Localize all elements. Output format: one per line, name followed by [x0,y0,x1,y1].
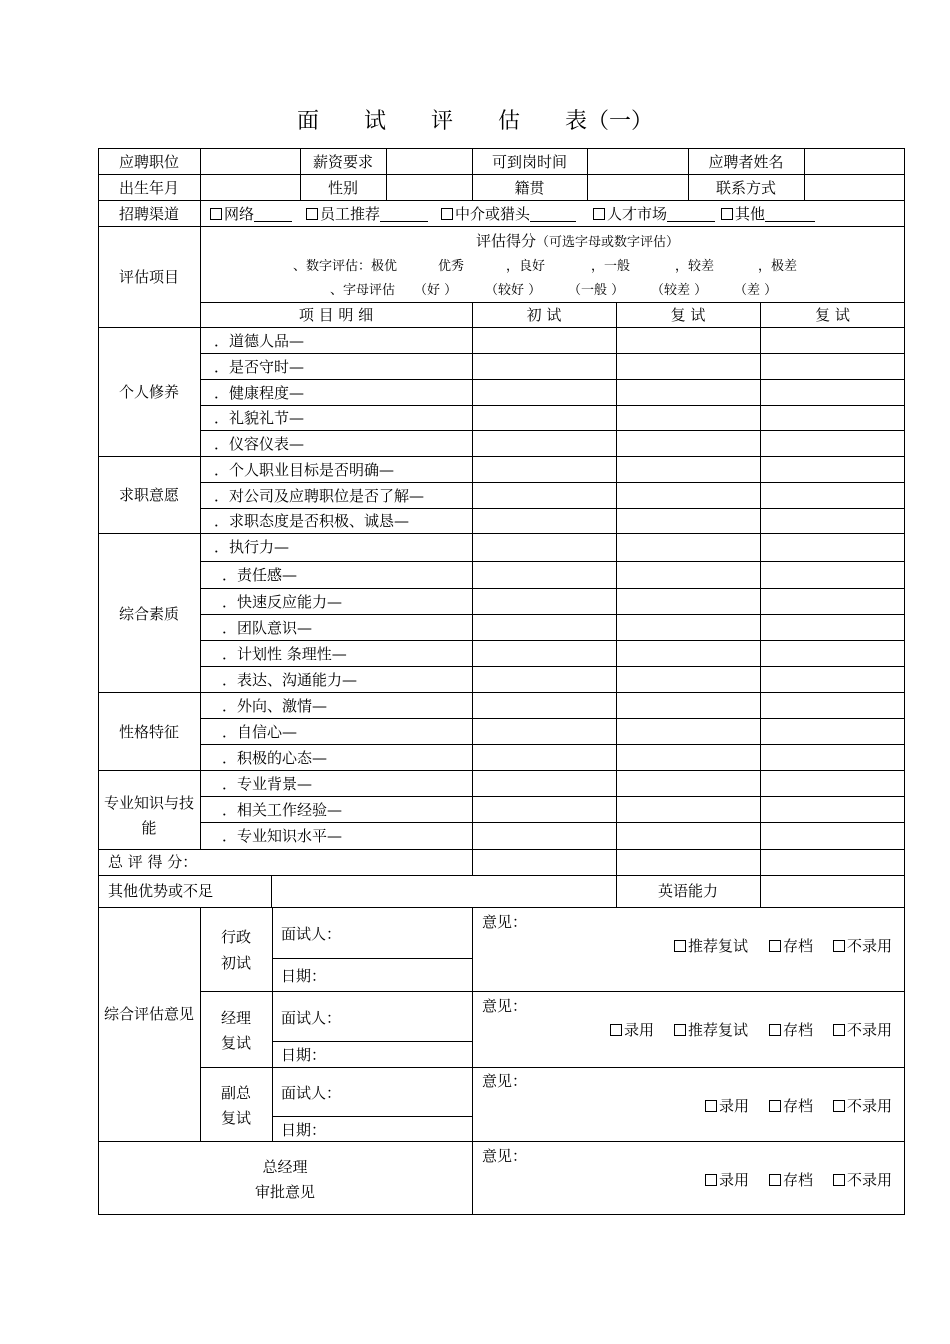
contact-label: 联系方式 [715,179,776,197]
group-name: 综合素质 [118,605,179,623]
checkbox-icon [833,1024,845,1036]
total-score-label: 总 评 得 分： [108,853,198,871]
checkbox-icon [210,208,222,220]
item-label: ．仪容仪表— [214,435,305,453]
channel-option-agency[interactable]: 中介或猎头 [441,207,576,222]
choice-reject[interactable]: 不录用 [833,1173,892,1188]
item-label: ．表达、沟通能力— [222,671,358,689]
interviewer-label: 面试人： [281,1009,342,1027]
item-label: ．积极的心态— [222,749,328,767]
letter-level-4: （较差 ） [651,283,708,298]
checkbox-icon [721,208,733,220]
letter-level-1: （好 ） [414,283,458,298]
opinion-label: 意见： [482,1147,528,1165]
stage-name: 副总 [220,1084,251,1102]
choice-recommend-second[interactable]: 推荐复试 [674,939,748,954]
birth-field[interactable] [202,178,298,198]
item-label: ．计划性 条理性— [222,645,347,663]
item-label: ．专业背景— [222,775,313,793]
item-label: ．相关工作经验— [222,801,343,819]
opinion-label: 意见： [482,913,528,931]
applicant-name-label: 应聘者姓名 [708,153,784,171]
contact-field[interactable] [806,178,903,198]
title-char-1: 面 [297,109,320,134]
choice-reject[interactable]: 不录用 [833,939,892,954]
channel-option-online[interactable]: 网络 [210,207,292,222]
third-interview-header: 复 试 [815,306,850,324]
channel-option-referral[interactable]: 员工推荐 [306,207,428,222]
checkbox-icon [674,940,686,952]
available-time-field[interactable] [589,152,686,172]
choice-reject[interactable]: 不录用 [833,1099,892,1114]
checkbox-icon [769,1174,781,1186]
choice-archive[interactable]: 存档 [769,939,813,954]
english-label: 英语能力 [657,882,718,900]
group-name: 个人修养 [118,383,179,401]
choice-archive[interactable]: 存档 [769,1023,813,1038]
opinion-label: 意见： [482,997,528,1015]
choice-hire[interactable]: 录用 [705,1173,749,1188]
item-label: ．礼貌礼节— [214,409,305,427]
choice-hire[interactable]: 录用 [610,1023,654,1038]
item-label: ．执行力— [214,538,290,556]
item-label: ．对公司及应聘职位是否了解— [214,487,425,505]
native-field[interactable] [589,178,686,198]
numeric-level-2: ，良好 [506,259,546,274]
checkbox-icon [306,208,318,220]
gender-label: 性别 [327,179,358,197]
item-label: ．道德人品— [214,332,305,350]
evaluation-form [98,148,905,1215]
letter-level-2: （较好 ） [485,283,542,298]
item-label: ．专业知识水平— [222,827,343,845]
opinion-label: 意见： [482,1072,528,1090]
item-label: ．团队意识— [222,619,313,637]
native-label: 籍贯 [514,179,545,197]
second-interview-header: 复 试 [670,306,706,324]
stage-name: 初试 [220,954,251,972]
choice-archive[interactable]: 存档 [769,1173,813,1188]
date-label: 日期： [281,1046,327,1064]
item-label: ．个人职业目标是否明确— [214,461,395,479]
overall-opinion-label: 综合评估意见 [103,1005,194,1023]
other-strengths-label: 其他优势或不足 [108,882,214,900]
salary-field[interactable] [388,152,470,172]
numeric-level-5: ，极差 [758,259,798,274]
stage-name: 行政 [220,928,251,946]
first-interview-header: 初 试 [526,306,562,324]
english-field[interactable] [762,877,903,906]
interviewer-label: 面试人： [281,1084,342,1102]
date-label: 日期： [281,1121,327,1139]
item-label: ．自信心— [222,723,298,741]
numeric-level-4: ，较差 [675,259,715,274]
interviewer-label: 面试人： [281,925,342,943]
item-label: ．外向、激情— [222,697,328,715]
numeric-eval-label: 、数字评估：极优 [293,259,398,274]
checkbox-icon [610,1024,622,1036]
channel-option-other[interactable]: 其他 [721,207,815,222]
available-time-label: 可到岗时间 [491,153,567,171]
checkbox-icon [705,1100,717,1112]
numeric-level-3: ，一般 [591,259,631,274]
letter-level-5: （差 ） [734,283,778,298]
item-label: ．是否守时— [214,358,305,376]
birth-label: 出生年月 [118,179,179,197]
checkbox-icon [441,208,453,220]
stage-name: 复试 [220,1034,251,1052]
choice-hire[interactable]: 录用 [705,1099,749,1114]
numeric-level-1: 优秀 [438,259,465,274]
stage-name: 经理 [220,1009,251,1027]
gender-field[interactable] [388,178,470,198]
letter-level-3: （一般 ） [568,283,625,298]
eval-items-label: 评估项目 [118,268,179,286]
applicant-name-field[interactable] [806,152,903,172]
gm-label: 总经理 [262,1158,308,1176]
checkbox-icon [833,1100,845,1112]
detail-header: 项 目 明 细 [298,306,374,324]
title-char-2: 试 [364,109,387,134]
title-char-3: 评 [431,109,454,134]
salary-label: 薪资要求 [312,153,373,171]
title-char-5: 表（一） [565,109,654,134]
item-label: ．健康程度— [214,384,305,402]
score-title: 评估得分（可选字母或数字评估） [476,232,680,250]
checkbox-icon [769,940,781,952]
checkbox-icon [593,208,605,220]
checkbox-icon [705,1174,717,1186]
stage-name: 复试 [220,1109,251,1127]
letter-eval-label: 、字母评估 [330,283,396,298]
checkbox-icon [769,1024,781,1036]
checkbox-icon [833,1174,845,1186]
choice-reject[interactable]: 不录用 [833,1023,892,1038]
item-label: ．求职态度是否积极、诚恳— [214,512,410,530]
choice-recommend-second[interactable]: 推荐复试 [674,1023,748,1038]
choice-archive[interactable]: 存档 [769,1099,813,1114]
position-label: 应聘职位 [118,153,179,171]
group-name: 性格特征 [118,723,179,741]
date-label: 日期： [281,967,327,985]
channel-option-talent-market[interactable]: 人才市场 [593,207,715,222]
item-label: ．快速反应能力— [222,593,343,611]
checkbox-icon [769,1100,781,1112]
channel-label: 招聘渠道 [118,205,179,223]
other-strengths-field[interactable] [273,877,615,906]
checkbox-icon [833,940,845,952]
group-name: 专业知识与技能 [103,794,194,837]
position-field[interactable] [202,152,298,172]
item-label: ．责任感— [222,566,298,584]
group-name: 求职意愿 [118,486,179,504]
checkbox-icon [674,1024,686,1036]
gm-label-2: 审批意见 [254,1183,315,1201]
title-char-4: 估 [498,109,521,134]
